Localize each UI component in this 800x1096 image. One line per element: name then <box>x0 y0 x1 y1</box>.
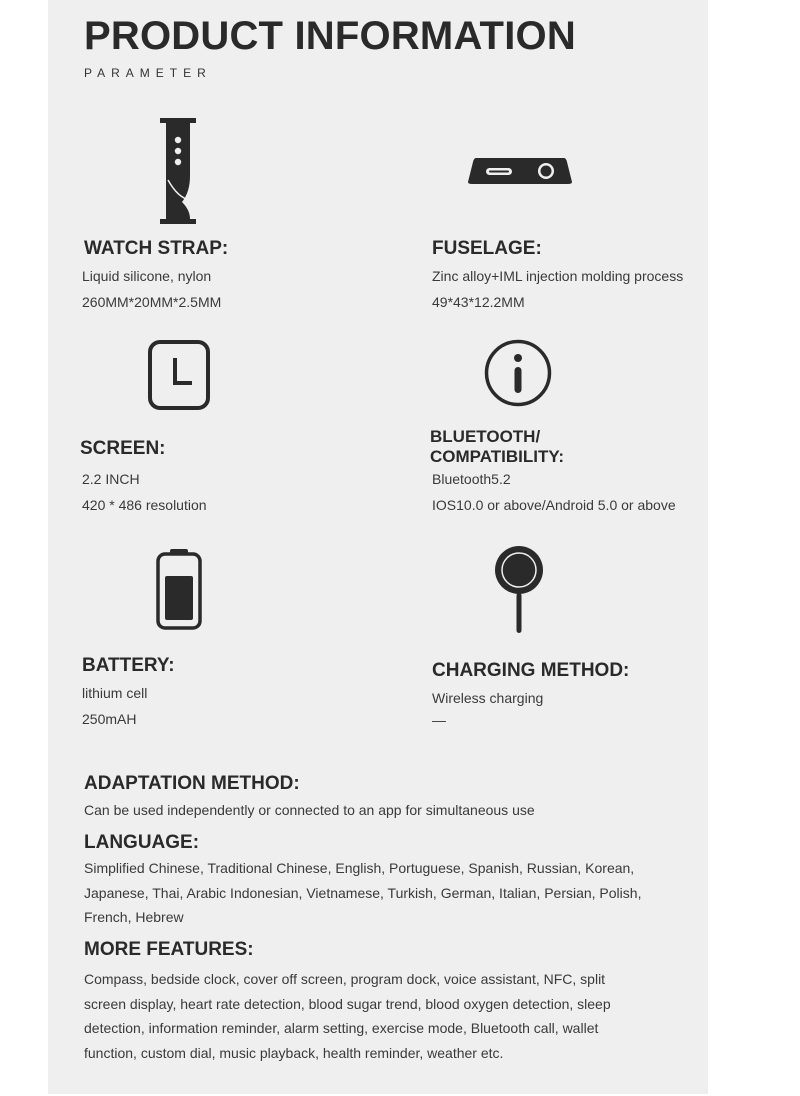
fuselage-size: 49*43*12.2MM <box>432 294 525 310</box>
screen-icon <box>148 340 210 410</box>
language-list <box>84 856 704 930</box>
battery-icon <box>156 548 202 630</box>
watch-strap-icon <box>158 118 198 224</box>
fuselage-icon <box>468 156 572 186</box>
bluetooth-heading-line2: COMPATIBILITY: <box>430 447 565 466</box>
battery-type: lithium cell <box>82 685 148 701</box>
battery-capacity: 250mAH <box>82 711 137 727</box>
info-icon <box>484 339 552 407</box>
features-line: detection, information reminder, alarm setting, exercise mode, Bluetooth call, wallet <box>84 1020 599 1036</box>
screen-resolution: 420 * 486 resolution <box>82 497 207 513</box>
adaptation-heading: ADAPTATION METHOD: <box>84 773 300 794</box>
features-list <box>84 967 704 1065</box>
watch-strap-heading: WATCH STRAP: <box>84 238 229 259</box>
charging-extra: — <box>432 712 446 728</box>
language-heading: LANGUAGE: <box>84 832 200 853</box>
page-title: PRODUCT INFORMATION <box>84 14 576 58</box>
charger-icon <box>491 543 547 635</box>
language-line: Japanese, Thai, Arabic Indonesian, Vietnamese, Turkish, German, Italian, Persian, Polish, <box>84 884 642 901</box>
bluetooth-version: Bluetooth5.2 <box>432 471 511 487</box>
language-line: French, Hebrew <box>84 909 184 925</box>
charging-heading: CHARGING METHOD: <box>432 660 630 681</box>
features-line: function, custom dial, music playback, health reminder, weather etc. <box>84 1044 504 1061</box>
bluetooth-compatibility: IOS10.0 or above/Android 5.0 or above <box>432 497 676 513</box>
features-heading: MORE FEATURES: <box>84 939 254 960</box>
screen-heading: SCREEN: <box>80 438 166 459</box>
fuselage-heading: FUSELAGE: <box>432 238 542 259</box>
features-line: Compass, bedside clock, cover off screen, program dock, voice assistant, NFC, split <box>84 971 606 987</box>
screen-size: 2.2 INCH <box>82 471 140 487</box>
language-line: Simplified Chinese, Traditional Chinese, English, Portuguese, Spanish, Russian, Korean, <box>84 860 635 876</box>
fuselage-material: Zinc alloy+IML injection molding process <box>432 268 684 284</box>
battery-heading: BATTERY: <box>82 655 175 676</box>
info-panel <box>48 0 708 1094</box>
watch-strap-size: 260MM*20MM*2.5MM <box>82 294 222 310</box>
page-subtitle: PARAMETER <box>84 66 212 80</box>
adaptation-text: Can be used independently or connected to an app for simultaneous use <box>84 802 535 818</box>
charging-type: Wireless charging <box>432 690 544 706</box>
features-line: screen display, heart rate detection, blood sugar trend, blood oxygen detection, sleep <box>84 995 611 1012</box>
watch-strap-material: Liquid silicone, nylon <box>82 268 212 284</box>
bluetooth-heading-line1: BLUETOOTH/ <box>430 427 541 446</box>
